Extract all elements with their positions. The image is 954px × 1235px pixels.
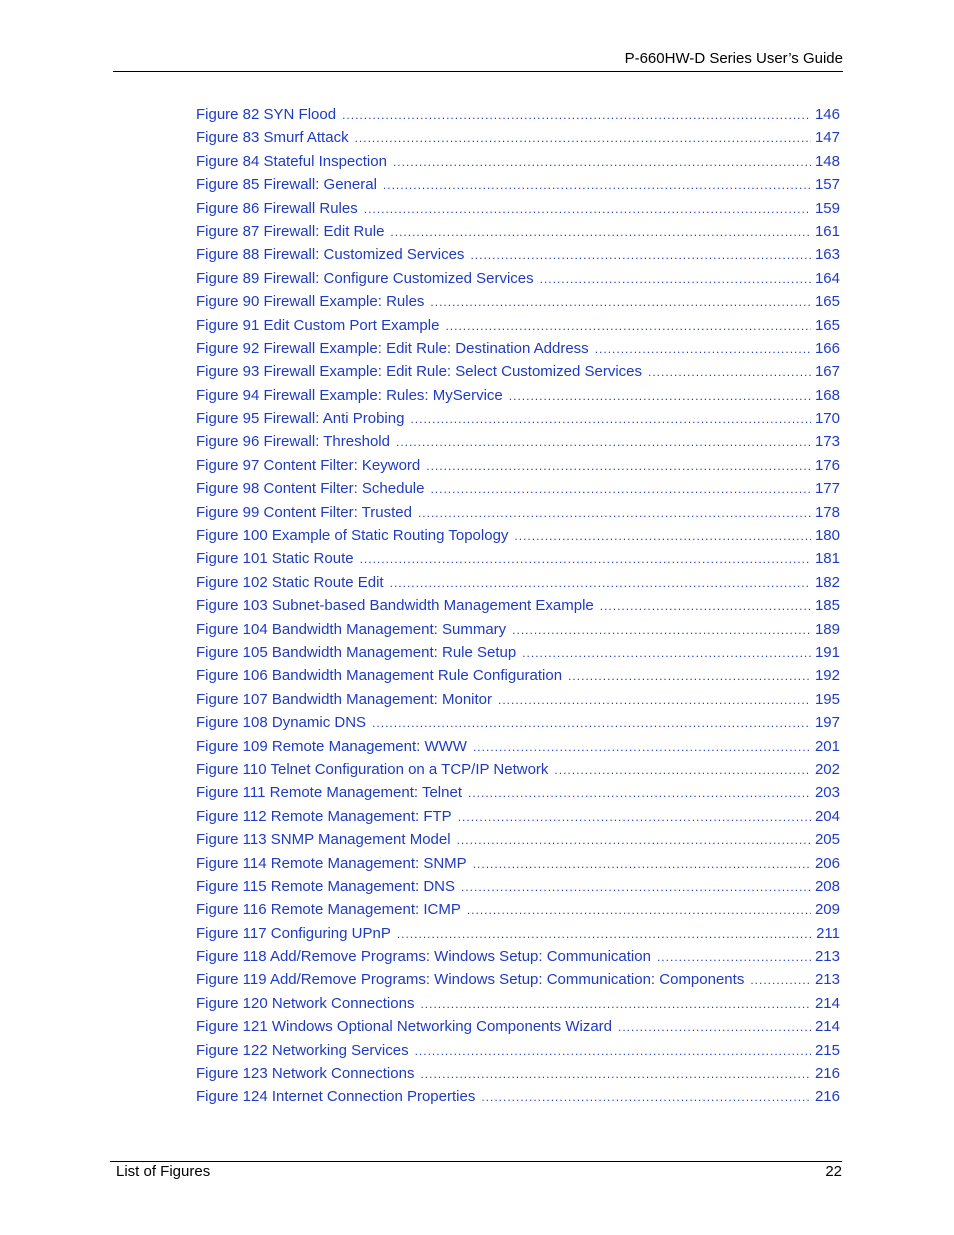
toc-entry-link[interactable] <box>196 738 840 761</box>
running-footer <box>110 1161 842 1180</box>
dot-leader <box>522 646 811 660</box>
dot-leader <box>498 693 811 707</box>
dot-leader <box>355 131 811 145</box>
toc-entry-title: Figure 92 Firewall Example: Edit Rule: Destination Address <box>196 339 589 357</box>
dot-leader <box>473 857 811 871</box>
dot-leader <box>396 435 811 449</box>
toc-entry-page-number: 157 <box>814 176 840 194</box>
toc-entry-link[interactable] <box>196 714 840 737</box>
toc-entry-link[interactable] <box>196 761 840 784</box>
toc-entry-page-number: 214 <box>814 994 840 1012</box>
toc-entry-link[interactable] <box>196 387 840 410</box>
toc-entry-link[interactable] <box>196 176 840 199</box>
dot-leader <box>372 716 811 730</box>
dot-leader <box>481 1090 811 1104</box>
toc-entry-page-number: 146 <box>814 106 840 123</box>
toc-entry-title: Figure 89 Firewall: Configure Customized Services <box>196 269 534 287</box>
toc-entry-link[interactable] <box>196 574 840 597</box>
toc-entry-link[interactable] <box>196 878 840 901</box>
toc-entry-title: Figure 87 Firewall: Edit Rule <box>196 222 385 240</box>
toc-entry-page-number: 147 <box>814 129 840 147</box>
toc-entry-link[interactable] <box>196 527 840 550</box>
toc-entry-page-number: 202 <box>814 760 840 778</box>
toc-entry-title: Figure 109 Remote Management: WWW <box>196 737 467 755</box>
toc-entry-page-number: 195 <box>814 690 840 708</box>
running-header <box>113 50 843 72</box>
toc-entry-title: Figure 90 Firewall Example: Rules <box>196 293 425 311</box>
dot-leader <box>420 997 811 1011</box>
toc-entry-title: Figure 114 Remote Management: SNMP <box>196 854 467 872</box>
toc-entry-title: Figure 112 Remote Management: FTP <box>196 807 452 825</box>
toc-entry-title: Figure 113 SNMP Management Model <box>196 831 451 849</box>
toc-entry-title: Figure 107 Bandwidth Management: Monitor <box>196 690 493 708</box>
dot-leader <box>393 155 811 169</box>
toc-entry-page-number: 191 <box>814 643 840 661</box>
toc-entry-title: Figure 104 Bandwidth Management: Summary <box>196 620 507 638</box>
toc-entry-page-number: 192 <box>814 667 840 685</box>
dot-leader <box>618 1020 811 1034</box>
toc-entry-link[interactable] <box>196 597 840 620</box>
toc-entry-link[interactable] <box>196 855 840 878</box>
toc-entry-link[interactable] <box>196 433 840 456</box>
toc-entry-title: Figure 108 Dynamic DNS <box>196 714 367 732</box>
toc-entry-link[interactable] <box>196 901 840 924</box>
toc-entry-title: Figure 123 Network Connections <box>196 1065 415 1083</box>
dot-leader <box>390 576 811 590</box>
toc-entry-title: Figure 120 Network Connections <box>196 994 415 1012</box>
dot-leader <box>554 763 811 777</box>
toc-entry-page-number: 211 <box>816 924 840 942</box>
toc-entry-page-number: 163 <box>814 246 840 264</box>
list-of-figures <box>196 106 840 1112</box>
toc-entry-link[interactable] <box>196 550 840 573</box>
dot-leader <box>410 412 811 426</box>
dot-leader <box>512 623 811 637</box>
dot-leader <box>750 973 811 987</box>
toc-entry-page-number: 166 <box>814 339 840 357</box>
dot-leader <box>430 295 811 309</box>
dot-leader <box>415 1044 811 1058</box>
toc-entry-title: Figure 101 Static Route <box>196 550 354 568</box>
toc-entry-page-number: 214 <box>814 1018 840 1036</box>
toc-entry-page-number: 216 <box>814 1065 840 1083</box>
dot-leader <box>426 459 811 473</box>
toc-entry-link[interactable] <box>196 1088 840 1111</box>
toc-entry-title: Figure 93 Firewall Example: Edit Rule: Select Customized Services <box>196 363 643 381</box>
toc-entry-link[interactable] <box>196 971 840 994</box>
toc-entry-link[interactable] <box>196 621 840 644</box>
toc-entry-page-number: 161 <box>814 222 840 240</box>
dot-leader <box>470 248 811 262</box>
dot-leader <box>461 880 811 894</box>
toc-entry-title: Figure 103 Subnet-based Bandwidth Management Example <box>196 597 594 615</box>
toc-entry-title: Figure 85 Firewall: General <box>196 176 377 194</box>
toc-entry-title: Figure 111 Remote Management: Telnet <box>196 784 462 802</box>
toc-entry-link[interactable] <box>196 129 840 152</box>
toc-entry-link[interactable] <box>196 831 840 854</box>
dot-leader <box>514 529 811 543</box>
toc-entry-title: Figure 118 Add/Remove Programs: Windows Setup: Communication <box>196 948 651 966</box>
footer-page-number: 22 <box>825 1163 842 1180</box>
dot-leader <box>467 903 811 917</box>
toc-entry-link[interactable] <box>196 106 840 129</box>
dot-leader <box>595 342 811 356</box>
toc-entry-page-number: 203 <box>814 784 840 802</box>
toc-entry-page-number: 180 <box>814 527 840 545</box>
toc-entry-page-number: 197 <box>814 714 840 732</box>
toc-entry-page-number: 159 <box>814 199 840 217</box>
toc-entry-link[interactable] <box>196 270 840 293</box>
toc-entry-page-number: 206 <box>814 854 840 872</box>
toc-entry-title: Figure 110 Telnet Configuration on a TCP/IP Network <box>196 760 549 778</box>
toc-entry-page-number: 165 <box>814 316 840 334</box>
toc-entry-page-number: 165 <box>814 293 840 311</box>
toc-entry-link[interactable] <box>196 995 840 1018</box>
toc-entry-page-number: 170 <box>814 410 840 428</box>
dot-leader <box>458 810 811 824</box>
toc-entry-title: Figure 124 Internet Connection Properties <box>196 1088 476 1106</box>
toc-entry-title: Figure 94 Firewall Example: Rules: MyService <box>196 386 503 404</box>
toc-entry-link[interactable] <box>196 153 840 176</box>
dot-leader <box>648 365 811 379</box>
toc-entry-page-number: 208 <box>814 877 840 895</box>
toc-entry-page-number: 176 <box>814 456 840 474</box>
toc-entry-link[interactable] <box>196 1042 840 1065</box>
toc-entry-page-number: 213 <box>814 971 840 989</box>
dot-leader <box>383 178 811 192</box>
toc-entry-page-number: 216 <box>814 1088 840 1106</box>
toc-entry-page-number: 185 <box>814 597 840 615</box>
dot-leader <box>420 1067 811 1081</box>
toc-entry-page-number: 182 <box>814 573 840 591</box>
toc-entry-page-number: 215 <box>814 1041 840 1059</box>
toc-entry-title: Figure 86 Firewall Rules <box>196 199 358 217</box>
toc-entry-link[interactable] <box>196 457 840 480</box>
dot-leader <box>397 927 812 941</box>
dot-leader <box>418 506 811 520</box>
toc-entry-page-number: 167 <box>814 363 840 381</box>
toc-entry-title: Figure 106 Bandwidth Management Rule Configuration <box>196 667 563 685</box>
dot-leader <box>509 389 811 403</box>
dot-leader <box>540 272 811 286</box>
toc-entry-title: Figure 83 Smurf Attack <box>196 129 349 147</box>
dot-leader <box>342 108 811 122</box>
dot-leader <box>445 319 811 333</box>
toc-entry-link[interactable] <box>196 363 840 386</box>
toc-entry-page-number: 204 <box>814 807 840 825</box>
footer-section-title: List of Figures <box>116 1163 211 1180</box>
toc-entry-link[interactable] <box>196 200 840 223</box>
dot-leader <box>364 202 811 216</box>
dot-leader <box>473 740 811 754</box>
toc-entry-title: Figure 102 Static Route Edit <box>196 573 384 591</box>
toc-entry-link[interactable] <box>196 340 840 363</box>
toc-entry-page-number: 164 <box>814 269 840 287</box>
toc-entry-link[interactable] <box>196 644 840 667</box>
toc-entry-title: Figure 98 Content Filter: Schedule <box>196 480 425 498</box>
dot-leader <box>457 833 811 847</box>
toc-entry-title: Figure 105 Bandwidth Management: Rule Setup <box>196 643 517 661</box>
toc-entry-link[interactable] <box>196 504 840 527</box>
toc-entry-link[interactable] <box>196 667 840 690</box>
toc-entry-title: Figure 88 Firewall: Customized Services <box>196 246 465 264</box>
dot-leader <box>360 552 811 566</box>
dot-leader <box>430 482 811 496</box>
toc-entry-page-number: 213 <box>814 948 840 966</box>
toc-entry-page-number: 168 <box>814 386 840 404</box>
dot-leader <box>600 599 811 613</box>
toc-entry-link[interactable] <box>196 925 840 948</box>
toc-entry-page-number: 178 <box>814 503 840 521</box>
toc-entry-page-number: 148 <box>814 152 840 170</box>
toc-entry-title: Figure 95 Firewall: Anti Probing <box>196 410 405 428</box>
toc-entry-link[interactable] <box>196 480 840 503</box>
toc-entry-link[interactable] <box>196 410 840 433</box>
toc-entry-title: Figure 117 Configuring UPnP <box>196 924 391 942</box>
dot-leader <box>390 225 811 239</box>
toc-entry-title: Figure 115 Remote Management: DNS <box>196 877 456 895</box>
dot-leader <box>568 669 811 683</box>
toc-entry-title: Figure 100 Example of Static Routing Topology <box>196 527 509 545</box>
toc-entry-title: Figure 96 Firewall: Threshold <box>196 433 390 451</box>
toc-entry-page-number: 201 <box>814 737 840 755</box>
toc-entry-link[interactable] <box>196 223 840 246</box>
toc-entry-link[interactable] <box>196 1065 840 1088</box>
toc-entry-link[interactable] <box>196 691 840 714</box>
dot-leader <box>657 950 811 964</box>
toc-entry-title: Figure 121 Windows Optional Networking Components Wizard <box>196 1018 613 1036</box>
toc-entry-title: Figure 91 Edit Custom Port Example <box>196 316 440 334</box>
toc-entry-link[interactable] <box>196 948 840 971</box>
dot-leader <box>468 786 811 800</box>
toc-entry-page-number: 189 <box>814 620 840 638</box>
toc-entry-title: Figure 122 Networking Services <box>196 1041 409 1059</box>
toc-entry-title: Figure 119 Add/Remove Programs: Windows Setup: Communication: Components <box>196 971 745 989</box>
toc-entry-page-number: 181 <box>814 550 840 568</box>
toc-entry-link[interactable] <box>196 808 840 831</box>
toc-entry-link[interactable] <box>196 1018 840 1041</box>
toc-entry-page-number: 177 <box>814 480 840 498</box>
guide-title: P-660HW-D Series User’s Guide <box>624 50 843 67</box>
toc-entry-page-number: 173 <box>814 433 840 451</box>
toc-entry-title: Figure 99 Content Filter: Trusted <box>196 503 412 521</box>
toc-entry-page-number: 205 <box>814 831 840 849</box>
toc-entry-link[interactable] <box>196 246 840 269</box>
toc-entry-link[interactable] <box>196 317 840 340</box>
toc-entry-title: Figure 116 Remote Management: ICMP <box>196 901 461 919</box>
toc-entry-title: Figure 97 Content Filter: Keyword <box>196 456 421 474</box>
toc-entry-page-number: 209 <box>814 901 840 919</box>
toc-entry-title: Figure 82 SYN Flood <box>196 106 337 123</box>
toc-entry-title: Figure 84 Stateful Inspection <box>196 152 387 170</box>
toc-entry-link[interactable] <box>196 784 840 807</box>
toc-entry-link[interactable] <box>196 293 840 316</box>
